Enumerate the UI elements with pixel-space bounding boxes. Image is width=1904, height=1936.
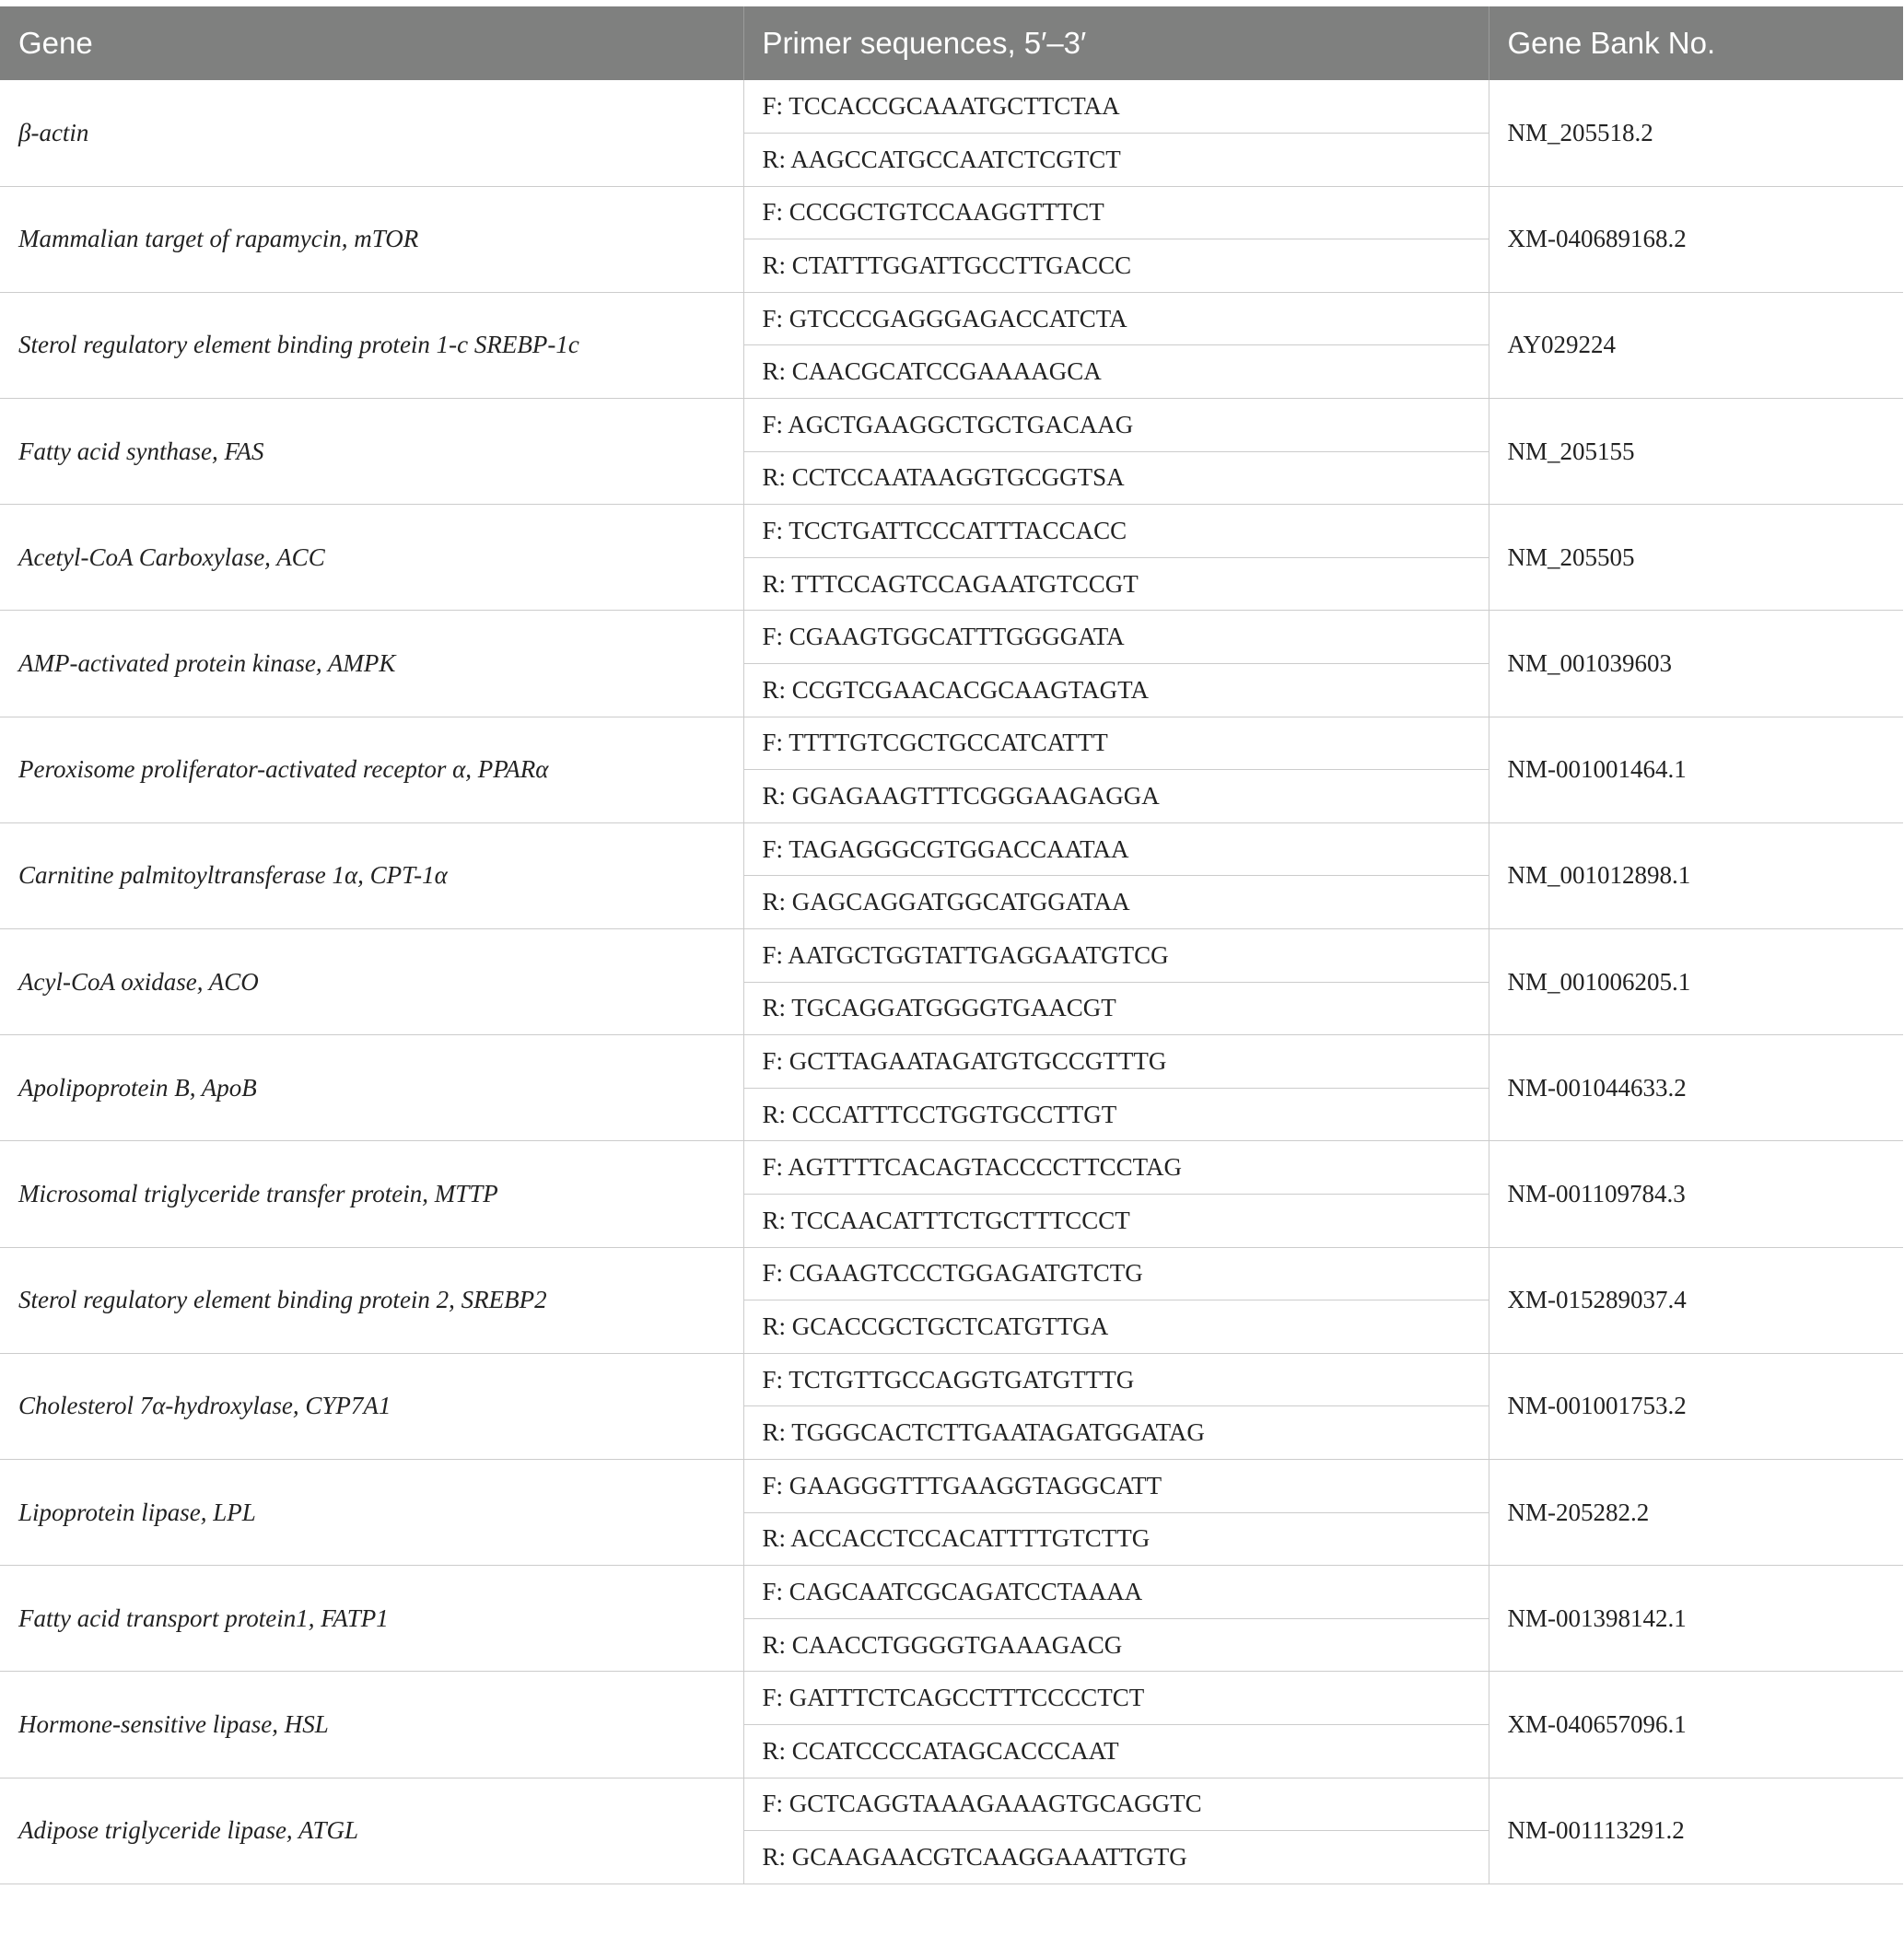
gene-name-cell: Mammalian target of rapamycin, mTOR bbox=[0, 186, 743, 292]
gene-name-cell: Microsomal triglyceride transfer protein, MTTP bbox=[0, 1141, 743, 1247]
reverse-primer-cell: R: TGGGCACTCTTGAATAGATGGATAG bbox=[743, 1406, 1489, 1460]
gene-name-cell: Apolipoprotein B, ApoB bbox=[0, 1035, 743, 1141]
reverse-primer-cell: R: GGAGAAGTTTCGGGAAGAGGA bbox=[743, 770, 1489, 823]
gene-name-cell: Adipose triglyceride lipase, ATGL bbox=[0, 1778, 743, 1884]
forward-primer-cell: F: TCTGTTGCCAGGTGATGTTTG bbox=[743, 1353, 1489, 1406]
table-row bbox=[0, 717, 1903, 770]
table-row bbox=[0, 1247, 1903, 1300]
gene-bank-cell: XM-040689168.2 bbox=[1489, 186, 1903, 292]
table-row bbox=[0, 399, 1903, 452]
reverse-primer-cell: R: CCGTCGAACACGCAAGTAGTA bbox=[743, 664, 1489, 717]
forward-primer-cell: F: CCCGCTGTCCAAGGTTTCT bbox=[743, 186, 1489, 239]
reverse-primer-cell: R: CCTCCAATAAGGTGCGGTSA bbox=[743, 451, 1489, 505]
table-row bbox=[0, 292, 1903, 345]
table-row bbox=[0, 1353, 1903, 1406]
reverse-primer-cell: R: GCACCGCTGCTCATGTTGA bbox=[743, 1300, 1489, 1354]
forward-primer-cell: F: GCTTAGAATAGATGTGCCGTTTG bbox=[743, 1035, 1489, 1089]
table-row bbox=[0, 929, 1903, 983]
table-row bbox=[0, 1035, 1903, 1089]
forward-primer-cell: F: AATGCTGGTATTGAGGAATGTCG bbox=[743, 929, 1489, 983]
primer-table bbox=[0, 6, 1903, 1884]
reverse-primer-cell: R: CTATTTGGATTGCCTTGACCC bbox=[743, 239, 1489, 293]
gene-bank-cell: NM_205155 bbox=[1489, 399, 1903, 505]
forward-primer-cell: F: CGAAGTCCCTGGAGATGTCTG bbox=[743, 1247, 1489, 1300]
reverse-primer-cell: R: ACCACCTCCACATTTTGTCTTG bbox=[743, 1512, 1489, 1566]
forward-primer-cell: F: TAGAGGGCGTGGACCAATAA bbox=[743, 822, 1489, 876]
forward-primer-cell: F: AGCTGAAGGCTGCTGACAAG bbox=[743, 399, 1489, 452]
forward-primer-cell: F: GATTTCTCAGCCTTTCCCCTCT bbox=[743, 1672, 1489, 1725]
reverse-primer-cell: R: TGCAGGATGGGGTGAACGT bbox=[743, 982, 1489, 1035]
gene-bank-cell: NM_001039603 bbox=[1489, 611, 1903, 717]
table-row bbox=[0, 611, 1903, 664]
reverse-primer-cell: R: TTTCCAGTCCAGAATGTCCGT bbox=[743, 557, 1489, 611]
gene-name-cell: Fatty acid synthase, FAS bbox=[0, 399, 743, 505]
gene-bank-cell: AY029224 bbox=[1489, 292, 1903, 398]
gene-bank-cell: NM-001001464.1 bbox=[1489, 717, 1903, 822]
table-row bbox=[0, 822, 1903, 876]
table-row bbox=[0, 1672, 1903, 1725]
gene-name-cell: β-actin bbox=[0, 80, 743, 186]
table-row bbox=[0, 186, 1903, 239]
table-body bbox=[0, 80, 1903, 1884]
header-gene: Gene bbox=[0, 6, 743, 80]
gene-name-cell: Fatty acid transport protein1, FATP1 bbox=[0, 1566, 743, 1672]
reverse-primer-cell: R: CAACGCATCCGAAAAGCA bbox=[743, 345, 1489, 399]
forward-primer-cell: F: TCCACCGCAAATGCTTCTAA bbox=[743, 80, 1489, 134]
forward-primer-cell: F: GCTCAGGTAAAGAAAGTGCAGGTC bbox=[743, 1778, 1489, 1831]
gene-name-cell: Hormone-sensitive lipase, HSL bbox=[0, 1672, 743, 1778]
table-row bbox=[0, 1141, 1903, 1195]
gene-bank-cell: NM_205518.2 bbox=[1489, 80, 1903, 186]
gene-name-cell: Sterol regulatory element binding protein 1-c SREBP-1c bbox=[0, 292, 743, 398]
table-row bbox=[0, 1566, 1903, 1619]
header-primer-sequences: Primer sequences, 5′–3′ bbox=[743, 6, 1489, 80]
gene-bank-cell: NM-001113291.2 bbox=[1489, 1778, 1903, 1884]
reverse-primer-cell: R: GAGCAGGATGGCATGGATAA bbox=[743, 876, 1489, 929]
forward-primer-cell: F: AGTTTTCACAGTACCCCTTCCTAG bbox=[743, 1141, 1489, 1195]
reverse-primer-cell: R: TCCAACATTTCTGCTTTCCCT bbox=[743, 1194, 1489, 1247]
gene-bank-cell: XM-015289037.4 bbox=[1489, 1247, 1903, 1353]
table-row bbox=[0, 1778, 1903, 1831]
gene-bank-cell: XM-040657096.1 bbox=[1489, 1672, 1903, 1778]
gene-name-cell: Lipoprotein lipase, LPL bbox=[0, 1459, 743, 1565]
gene-name-cell: Sterol regulatory element binding protein 2, SREBP2 bbox=[0, 1247, 743, 1353]
forward-primer-cell: F: GTCCCGAGGGAGACCATCTA bbox=[743, 292, 1489, 345]
gene-name-cell: Peroxisome proliferator-activated receptor α, PPARα bbox=[0, 717, 743, 822]
forward-primer-cell: F: CAGCAATCGCAGATCCTAAAA bbox=[743, 1566, 1489, 1619]
table-row bbox=[0, 1459, 1903, 1512]
gene-bank-cell: NM-001398142.1 bbox=[1489, 1566, 1903, 1672]
reverse-primer-cell: R: CAACCTGGGGTGAAAGACG bbox=[743, 1618, 1489, 1672]
reverse-primer-cell: R: AAGCCATGCCAATCTCGTCT bbox=[743, 134, 1489, 187]
gene-bank-cell: NM_205505 bbox=[1489, 505, 1903, 611]
gene-name-cell: Acetyl-CoA Carboxylase, ACC bbox=[0, 505, 743, 611]
reverse-primer-cell: R: CCATCCCCATAGCACCCAAT bbox=[743, 1724, 1489, 1778]
forward-primer-cell: F: TCCTGATTCCCATTTACCACC bbox=[743, 505, 1489, 558]
forward-primer-cell: F: TTTTGTCGCTGCCATCATTT bbox=[743, 717, 1489, 770]
gene-name-cell: Cholesterol 7α-hydroxylase, CYP7A1 bbox=[0, 1353, 743, 1459]
gene-bank-cell: NM-001044633.2 bbox=[1489, 1035, 1903, 1141]
table-row bbox=[0, 80, 1903, 134]
gene-name-cell: Carnitine palmitoyltransferase 1α, CPT-1α bbox=[0, 822, 743, 928]
gene-name-cell: Acyl-CoA oxidase, ACO bbox=[0, 929, 743, 1035]
gene-bank-cell: NM-205282.2 bbox=[1489, 1459, 1903, 1565]
gene-name-cell: AMP-activated protein kinase, AMPK bbox=[0, 611, 743, 717]
gene-bank-cell: NM-001109784.3 bbox=[1489, 1141, 1903, 1247]
gene-bank-cell: NM_001012898.1 bbox=[1489, 822, 1903, 928]
reverse-primer-cell: R: CCCATTTCCTGGTGCCTTGT bbox=[743, 1088, 1489, 1141]
forward-primer-cell: F: GAAGGGTTTGAAGGTAGGCATT bbox=[743, 1459, 1489, 1512]
header-gene-bank-no: Gene Bank No. bbox=[1489, 6, 1903, 80]
table-header-row bbox=[0, 6, 1903, 80]
gene-bank-cell: NM_001006205.1 bbox=[1489, 929, 1903, 1035]
reverse-primer-cell: R: GCAAGAACGTCAAGGAAATTGTG bbox=[743, 1831, 1489, 1884]
gene-bank-cell: NM-001001753.2 bbox=[1489, 1353, 1903, 1459]
table-row bbox=[0, 505, 1903, 558]
forward-primer-cell: F: CGAAGTGGCATTTGGGGATA bbox=[743, 611, 1489, 664]
